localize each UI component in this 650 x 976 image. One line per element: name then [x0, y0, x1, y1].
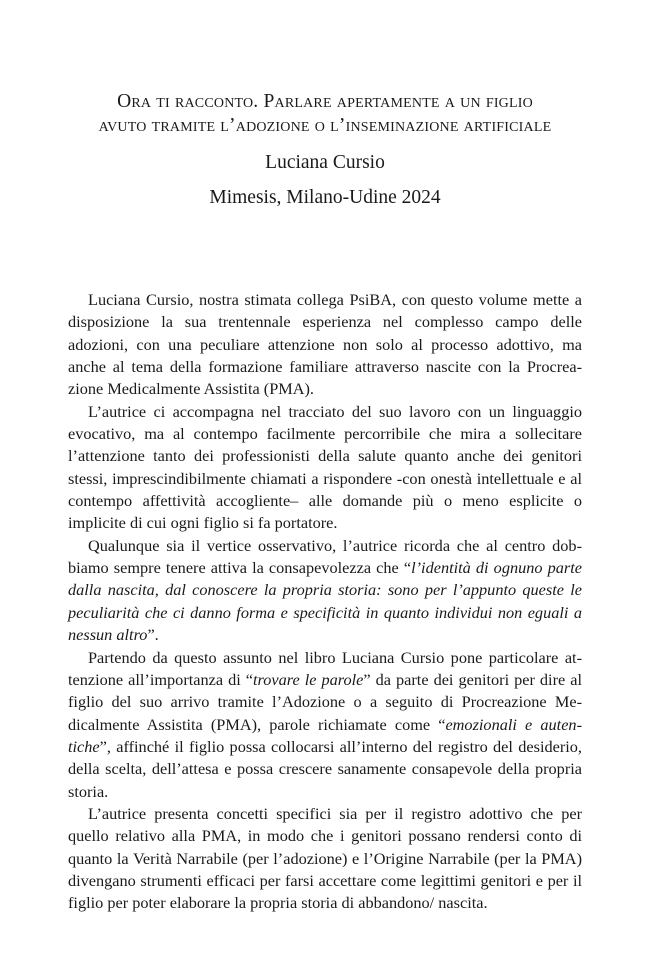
- paragraph-4: [68, 647, 582, 803]
- paragraph-4-text-middle: ” da parte dei genitori per dire al figlio del suo arrivo tramite l’Adozione o a seguito di Procreazione Medicalmente Assistita (PMA), parole richiamate come “: [68, 669, 582, 734]
- paragraph-3: [68, 535, 582, 647]
- paragraph-5-text: L’autrice presenta concetti specifici sia per il registro adottivo che per quello relativo alla PMA, in modo che i genitori possano rendersi conto di quanto la Verità Narrabile (per l’adozione) e l’Origine Narrabile (per la PMA) divengano strumenti efficaci per farsi accettare come legittimi genitori e per il figlio per poter elaborare la propria storia di abbandono/ nascita.: [68, 803, 582, 913]
- paragraph-4-quote-1: trovare le parole: [253, 669, 364, 689]
- paragraph-3-text: Qualunque sia il vertice osservativo, l’autrice ricorda che al centro dobbiamo sempre tenere attiva la consapevolezza che “: [68, 535, 582, 578]
- paragraph-4-text: Partendo da questo assunto nel libro Luciana Cursio pone particolare attenzione all’importanza di “: [68, 647, 582, 689]
- book-title-line-2: avuto tramite l’adozione o l’inseminazione artificiale: [98, 115, 552, 136]
- book-header: [40, 90, 610, 210]
- paragraph-4-text-end: ”, affinché il figlio possa collocarsi all’interno del registro del desiderio, della scelta, dell’attesa e possa crescere sanamente consapevole della propria storia.: [68, 736, 582, 801]
- paragraph-3-quote: l’identità di ognuno parte dalla nascita, dal conoscere la propria storia: sono per l’appunto queste le peculiarità che ci danno forma e specificità in quanto individui non eguali a nessun altro: [68, 558, 582, 645]
- paragraph-1-text: Luciana Cursio, nostra stimata collega PsiBA, con questo volume mette a disposizione la sua trentennale esperienza nel complesso campo delle adozioni, con una peculiare attenzione non solo al processo adottivo, ma anche al tema della formazione familiare attraverso nascite con la Procreazione Medicalmente Assistita (PMA).: [68, 290, 582, 399]
- book-title-line-1: Ora ti racconto. Parlare apertamente a un figlio: [117, 91, 533, 112]
- paragraph-5: [68, 803, 582, 915]
- review-body: [68, 289, 582, 915]
- paragraph-1: [68, 289, 582, 401]
- book-author: Luciana Cursio: [265, 152, 385, 173]
- book-publisher: Mimesis, Milano-Udine 2024: [209, 187, 441, 208]
- paragraph-2-text: L’autrice ci accompagna nel tracciato del suo lavoro con un linguaggio evocativo, ma al contempo facilmente percorribile che mira a sollecitare l’attenzione tanto dei professionisti della salute quanto anche dei genitori stessi, imprescindibilmente chiamati a rispondere -con onestà intellettuale e al contempo affettività accogliente– alle domande più o meno esplicite o implicite di cui ogni figlio si fa portatore.: [68, 401, 582, 533]
- book-title: [40, 90, 610, 138]
- paragraph-2: [68, 401, 582, 535]
- paragraph-4-quote-2: emozionali e autentiche: [68, 714, 582, 756]
- paragraph-3-text-end: ”.: [147, 625, 159, 645]
